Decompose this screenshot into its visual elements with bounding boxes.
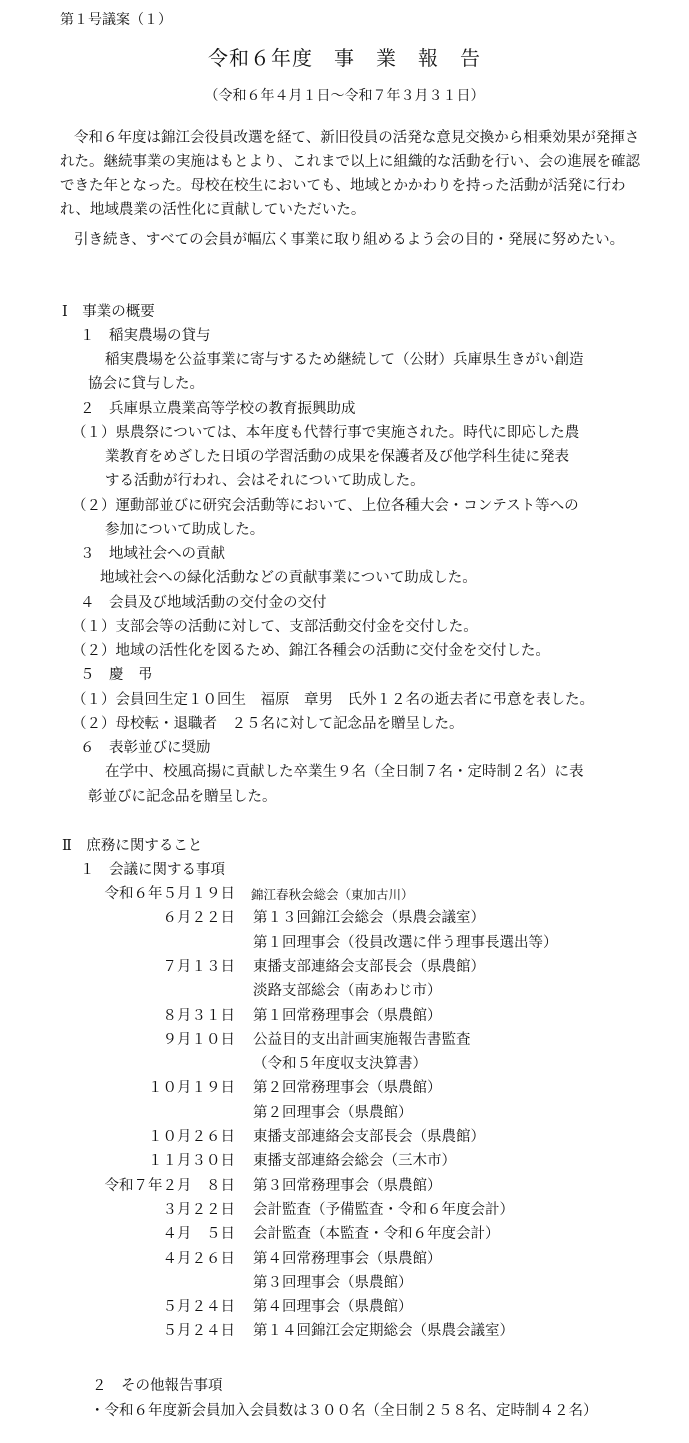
item-6-line-2: 彰並びに記念品を贈呈した。 [88,789,277,805]
other-reports-item: ・令和６年度新会員加入会員数は３００名（全日制２５８名、定時制４２名） [90,1403,598,1419]
schedule-date: 令和６年５月１９日 [104,886,235,902]
schedule-event: 第２回常務理事会（県農館） [253,1080,442,1096]
schedule-event: 東播支部連絡会総会（三木市） [253,1153,456,1169]
item-2-sub-2-line-1: （２）運動部並びに研究会活動等において、上位各種大会・コンテスト等への [72,498,579,514]
item-6-line-1: 在学中、校風高揚に貢献した卒業生９名（全日制７名・定時制２名）に表 [105,764,584,780]
schedule-date: １０月２６日 [148,1129,235,1145]
intro-paragraph-1: 令和６年度は錦江会役員改選を経て、新旧役員の活発な意見交換から相乗効果が発揮された。継続事業の実施はもとより、これまで以上に組織的な活動を行い、会の進展を確認できた年となった。母校在校生においても、地域とかかわりを持った活動が活発に行われ、地域農業の活性化に貢献していただいた。 [60,130,640,218]
schedule-date: 令和７年２月 ８日 [104,1178,235,1194]
report-period: （令和６年４月１日～令和７年３月３１日） [204,88,485,104]
schedule-event: 公益目的支出計画実施報告書監査 [253,1032,471,1048]
schedule-date: １１月３０日 [148,1153,235,1169]
schedule-date: ７月１３日 [162,959,235,975]
item-1-title: １ 稲実農場の貸与 [80,328,211,344]
item-4-title: ４ 会員及び地域活動の交付金の交付 [80,595,327,611]
schedule-event: 第３回常務理事会（県農館） [253,1178,442,1194]
item-6-title: ６ 表彰並びに奨励 [80,740,211,756]
schedule-event: 第１４回錦江会定期総会（県農会議室） [253,1323,514,1339]
section-1-heading: Ⅰ 事業の概要 [62,304,155,320]
schedule-event: 第２回理事会（県農館） [253,1105,413,1121]
schedule-event: 第４回理事会（県農館） [253,1299,413,1315]
item-2-sub-2-line-2: 参加について助成した。 [105,522,265,538]
schedule-event: 会計監査（本監査・令和６年度会計） [253,1226,500,1242]
schedule-date: ９月１０日 [162,1032,235,1048]
item-1-line-2: 協会に貸与した。 [88,376,204,392]
schedule-date: １０月１９日 [148,1080,235,1096]
schedule-event: 第１回常務理事会（県農館） [253,1008,442,1024]
item-5-sub-2: （２）母校転・退職者 ２５名に対して記念品を贈呈した。 [72,716,464,732]
schedule-event: 第１回理事会（役員改選に伴う理事長選出等） [253,935,558,951]
schedule-date: ４月２６日 [162,1251,235,1267]
schedule-date: ５月２４日 [162,1299,235,1315]
item-2-sub-1-line-2: 業教育をめざした日頃の学習活動の成果を保護者及び他学科生徒に発表 [105,449,569,465]
schedule-date: ８月３１日 [162,1008,235,1024]
item-4-sub-1: （１）支部会等の活動に対して、支部活動交付金を交付した。 [72,619,478,635]
item-5-title: ５ 慶 弔 [80,667,153,683]
schedule-date: ４月 ５日 [162,1226,235,1242]
item-4-sub-2: （２）地域の活性化を図るため、錦江各種会の活動に交付金を交付した。 [72,643,550,659]
page-title: 令和６年度 事 業 報 告 [208,46,481,70]
schedule-date: ３月２２日 [162,1202,235,1218]
schedule-date: ５月２４日 [162,1323,235,1339]
intro-paragraph-2: 引き続き、すべての会員が幅広く事業に取り組めるよう会の目的・発展に努めたい。 [74,232,625,248]
item-2-sub-1-line-1: （１）県農祭については、本年度も代替行事で実施された。時代に即応した農 [72,425,580,441]
schedule-event: 東播支部連絡会支部長会（県農館） [253,959,485,975]
schedule-date: ６月２２日 [162,910,235,926]
item-2-title: ２ 兵庫県立農業高等学校の教育振興助成 [80,401,356,417]
schedule-event: 東播支部連絡会支部長会（県農館） [253,1129,485,1145]
item-3-title: ３ 地域社会への貢献 [80,546,225,562]
section-2-heading: Ⅱ 庶務に関すること [62,838,203,854]
meetings-title: １ 会議に関する事項 [80,862,225,878]
schedule-event: 第１３回錦江会総会（県農会議室） [253,910,485,926]
item-2-sub-1-line-3: する活動が行われ、会はそれについて助成した。 [105,473,425,489]
schedule-event: 第４回常務理事会（県農館） [253,1251,442,1267]
schedule-event: 錦江春秋会総会（東加古川） [251,887,414,902]
item-3-line-1: 地域社会への緑化活動などの貢献事業について助成した。 [100,570,477,586]
schedule-event: 会計監査（予備監査・令和６年度会計） [253,1202,514,1218]
other-reports-title: ２ その他報告事項 [92,1378,223,1394]
item-1-line-1: 稲実農場を公益事業に寄与するため継続して（公財）兵庫県生きがい創造 [105,352,584,368]
schedule-event: 第３回理事会（県農館） [253,1275,413,1291]
document-number: 第１号議案（１） [60,12,172,28]
schedule-event: （令和５年度収支決算書） [253,1056,427,1072]
item-5-sub-1: （１）会員回生定１０回生 福原 章男 氏外１２名の逝去者に弔意を表した。 [72,692,594,708]
schedule-event: 淡路支部総会（南あわじ市） [253,983,442,999]
